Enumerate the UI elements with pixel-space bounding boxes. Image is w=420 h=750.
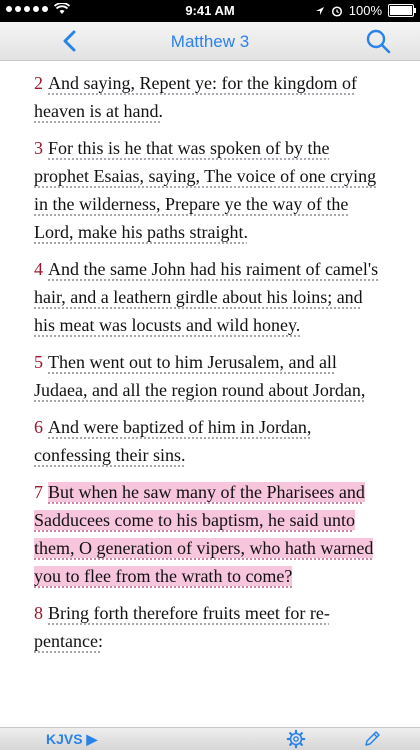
verse-2[interactable] xyxy=(34,60,386,125)
verse-7-highlighted[interactable] xyxy=(34,469,386,590)
battery-percent: 100% xyxy=(348,3,382,18)
verse-5[interactable] xyxy=(34,339,386,404)
navigation-bar xyxy=(0,22,420,61)
verse-text[interactable]: And were baptized of him in Jordan, confessing their sins. xyxy=(34,417,312,465)
verse-text[interactable]: Bring forth therefore fruits meet for re-pentance: xyxy=(34,603,330,651)
status-bar xyxy=(0,0,420,22)
search-icon[interactable] xyxy=(364,27,392,55)
verse-number: 5 xyxy=(34,352,43,372)
verse-text[interactable]: And saying, Repent ye: for the kingdom of heaven is at hand. xyxy=(34,73,357,121)
verse-3[interactable] xyxy=(34,125,386,246)
verse-number: 3 xyxy=(34,138,43,158)
chapter-content[interactable] xyxy=(0,60,420,728)
version-selector-button[interactable]: KJVS ▶ xyxy=(46,731,98,747)
verse-number: 8 xyxy=(34,603,43,623)
verse-number: 4 xyxy=(34,259,43,279)
status-time: 9:41 AM xyxy=(185,3,235,18)
verse-number: 6 xyxy=(34,417,43,437)
verse-text[interactable]: Then went out to him Jerusalem, and all Judaea, and all the region round about Jordan, xyxy=(34,352,366,400)
verse-8[interactable] xyxy=(34,590,386,655)
verse-text[interactable]: But when he saw many of the Pharisees and Sadducees come to his baptism, he said unto them, O generation of vipers, who hath warned you to flee from the wrath to come? xyxy=(34,482,374,586)
verse-text[interactable]: For this is he that was spoken of by the prophet Esaias, saying, The voice of one crying in the wilderness, Prepare ye the way of the Lord, make his paths straight. xyxy=(34,138,377,242)
battery-icon xyxy=(388,4,414,17)
verse-number: 2 xyxy=(34,73,43,93)
status-right xyxy=(315,3,414,18)
pencil-icon[interactable] xyxy=(362,729,382,749)
alarm-icon xyxy=(331,5,343,17)
page-title[interactable]: Matthew 3 xyxy=(170,32,250,51)
gear-icon[interactable] xyxy=(286,729,306,749)
verse-6[interactable] xyxy=(34,404,386,469)
verse-number: 7 xyxy=(34,482,43,502)
verse-4[interactable] xyxy=(34,246,386,339)
bottom-toolbar xyxy=(0,727,420,750)
verse-text[interactable]: And the same John had his raiment of camel's hair, and a leathern girdle about his loins; and his meat was locusts and wild honey. xyxy=(34,259,379,335)
location-arrow-icon xyxy=(315,6,325,16)
